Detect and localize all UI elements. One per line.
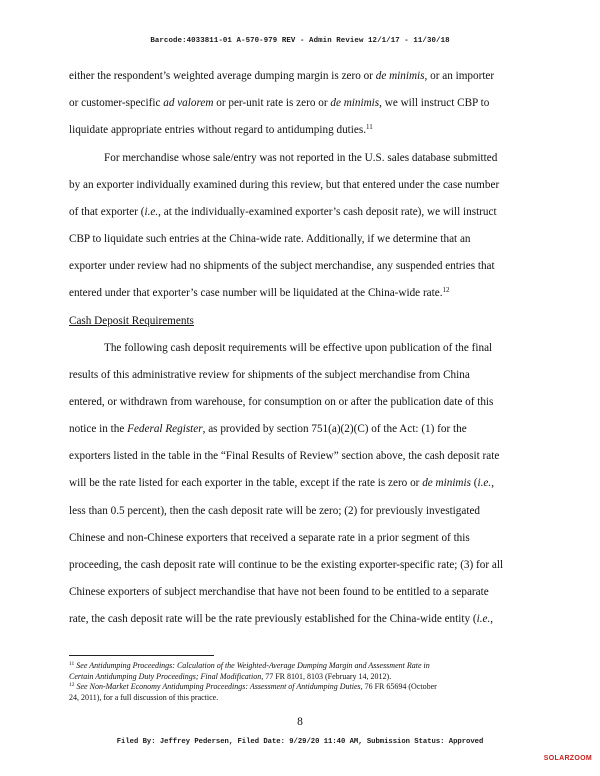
- section-heading: [69, 308, 539, 335]
- text-line: liquidate appropriate entries without regard to antidumping duties.$^{11}$: [69, 123, 373, 137]
- section-heading-text: Cash Deposit Requirements: [69, 315, 194, 327]
- footnotes: [69, 661, 539, 703]
- text-line: entered, or withdrawn from warehouse, for consumption on or after the publication date of this: [69, 396, 494, 409]
- text-line: will be the rate listed for each exporter in the table, except if the rate is zero or de minimis (i.e.,: [69, 477, 494, 490]
- footnote-11: $^{11}$ See Antidumping Proceedings: Calculation of the Weighted-Average Dumping Margin and Assessment Rate in: [69, 661, 430, 670]
- text-line: exporters listed in the table in the “Final Results of Review” section above, the cash deposit rate: [69, 450, 500, 463]
- footnote-ref-12[interactable]: 12: [442, 286, 450, 295]
- filing-footer: Filed By: Jeffrey Pedersen, Filed Date: 9/29/20 11:40 AM, Submission Status: Approved: [116, 738, 484, 746]
- text-line: Chinese and non-Chinese exporters that received a separate rate in a prior segment of this: [69, 531, 470, 544]
- text-line: rate, the cash deposit rate will be the rate previously established for the China-wide entity (i.e.,: [69, 612, 494, 625]
- document-header-barcode: Barcode:4033811-01 A-570-979 REV - Admin Review 12/1/17 - 11/30/18: [150, 37, 450, 45]
- text-line: Chinese exporters of subject merchandise that have not been found to be entitled to a separate: [69, 585, 489, 598]
- text-line: For merchandise whose sale/entry was not reported in the U.S. sales database submitted: [104, 152, 498, 164]
- text-line: of that exporter (i.e., at the individually-examined exporter’s cash deposit rate), we will instruct: [69, 206, 497, 219]
- text-line: CBP to liquidate such entries at the China-wide rate. Additionally, if we determine that an: [69, 233, 471, 246]
- watermark-logo: SOLARZOOM: [543, 755, 592, 762]
- footnote-12-cont: 24, 2011), for a full discussion of this practice.: [69, 692, 219, 702]
- text-line: proceeding, the cash deposit rate will continue to be the existing exporter-specific rate; (3) for all: [69, 558, 504, 571]
- text-line: by an exporter individually examined during this review, but that entered under the case number: [69, 179, 500, 192]
- text-line: or customer-specific ad valorem or per-unit rate is zero or de minimis, we will instruct CBP to: [69, 97, 490, 110]
- text-line: either the respondent’s weighted average dumping margin is zero or de minimis, or an importer: [69, 70, 495, 82]
- paragraph-cash-deposit: [69, 335, 539, 633]
- text-line: entered under that exporter’s case number will be liquidated at the China-wide rate.$^{12}$: [69, 286, 450, 300]
- text-line: results of this administrative review for shipments of the subject merchandise from China: [69, 369, 470, 382]
- paragraph-liquidation-continued: [69, 63, 539, 144]
- text-line: notice in the Federal Register, as provided by section 751(a)(2)(C) of the Act: (1) for the: [69, 423, 467, 436]
- text-line: exporter under review had no shipments of the subject merchandise, any suspended entries that: [69, 260, 495, 273]
- paragraph-unreported-merchandise: [69, 145, 539, 308]
- text-line: less than 0.5 percent), then the cash deposit rate will be zero; (2) for previously investigated: [69, 504, 481, 517]
- footnote-ref-11[interactable]: 11: [366, 123, 373, 132]
- footnote-12: $^{12}$ See Non-Market Economy Antidumping Proceedings: Assessment of Antidumping Duties, 76 FR 65694 (October: [69, 682, 437, 692]
- footnote-separator: [69, 655, 214, 656]
- footnote-11-cont: Certain Antidumping Duty Proceedings; Final Modification, 77 FR 8101, 8103 (February 14, 2012).: [69, 671, 392, 681]
- text-line: The following cash deposit requirements will be effective upon publication of the final: [104, 342, 493, 354]
- page-number: 8: [297, 716, 303, 728]
